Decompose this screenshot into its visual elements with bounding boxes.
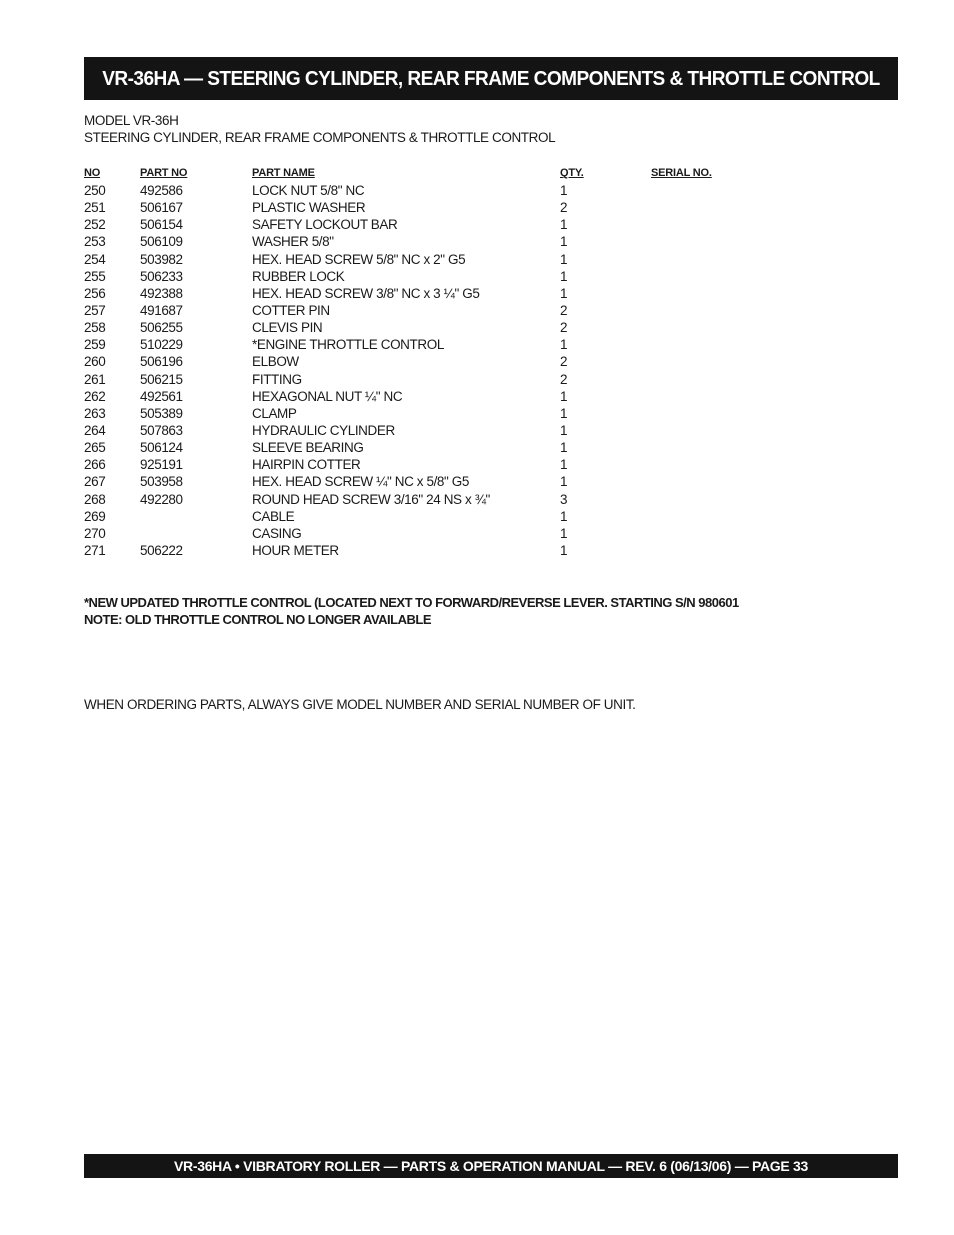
table-row bbox=[84, 389, 784, 406]
part-number: 492388 bbox=[140, 285, 183, 301]
part-number-index: 263 bbox=[84, 405, 106, 421]
part-quantity: 1 bbox=[560, 268, 568, 284]
throttle-update-note: *NEW UPDATED THROTTLE CONTROL (LOCATED NEXT TO FORWARD/REVERSE LEVER. STARTING S/N 980601 bbox=[84, 595, 739, 610]
table-row bbox=[84, 406, 784, 423]
part-number-index: 260 bbox=[84, 354, 106, 370]
column-header-qty: QTY. bbox=[560, 167, 584, 179]
part-number-index: 259 bbox=[84, 337, 106, 353]
table-row bbox=[84, 492, 784, 509]
section-subtitle: STEERING CYLINDER, REAR FRAME COMPONENTS & THROTTLE CONTROL bbox=[84, 130, 556, 145]
part-number-index: 268 bbox=[84, 491, 106, 507]
table-row bbox=[84, 183, 784, 200]
part-number: 506255 bbox=[140, 320, 183, 336]
table-row bbox=[84, 303, 784, 320]
part-number-index: 271 bbox=[84, 542, 106, 558]
part-quantity: 2 bbox=[560, 200, 568, 216]
page-footer bbox=[84, 1154, 898, 1178]
page-header bbox=[84, 57, 898, 100]
part-number-index: 251 bbox=[84, 200, 106, 216]
part-name: FITTING bbox=[252, 371, 302, 387]
part-quantity: 1 bbox=[560, 440, 568, 456]
parts-table bbox=[84, 183, 784, 560]
part-number: 506124 bbox=[140, 440, 183, 456]
part-number: 506167 bbox=[140, 200, 183, 216]
part-number-index: 257 bbox=[84, 302, 106, 318]
part-quantity: 1 bbox=[560, 251, 568, 267]
part-number-index: 262 bbox=[84, 388, 106, 404]
table-row bbox=[84, 354, 784, 371]
table-row bbox=[84, 526, 784, 543]
part-number-index: 255 bbox=[84, 268, 106, 284]
part-quantity: 1 bbox=[560, 542, 568, 558]
part-number-index: 256 bbox=[84, 285, 106, 301]
table-row bbox=[84, 217, 784, 234]
part-quantity: 3 bbox=[560, 491, 568, 507]
table-row bbox=[84, 200, 784, 217]
part-number: 506222 bbox=[140, 542, 183, 558]
part-name: SAFETY LOCKOUT BAR bbox=[252, 217, 398, 233]
part-name: ELBOW bbox=[252, 354, 299, 370]
part-name: SLEEVE BEARING bbox=[252, 440, 364, 456]
table-row bbox=[84, 320, 784, 337]
table-row bbox=[84, 440, 784, 457]
part-number-index: 261 bbox=[84, 371, 106, 387]
part-name: COTTER PIN bbox=[252, 302, 330, 318]
part-quantity: 1 bbox=[560, 183, 568, 198]
part-quantity: 1 bbox=[560, 525, 568, 541]
part-name: HYDRAULIC CYLINDER bbox=[252, 422, 395, 438]
table-row bbox=[84, 269, 784, 286]
part-quantity: 2 bbox=[560, 354, 568, 370]
part-number: 505389 bbox=[140, 405, 183, 421]
part-number: 503982 bbox=[140, 251, 183, 267]
table-row bbox=[84, 252, 784, 269]
table-row bbox=[84, 474, 784, 491]
table-row bbox=[84, 423, 784, 440]
table-row bbox=[84, 372, 784, 389]
part-quantity: 1 bbox=[560, 508, 568, 524]
part-number: 506154 bbox=[140, 217, 183, 233]
throttle-availability-note: NOTE: OLD THROTTLE CONTROL NO LONGER AVAILABLE bbox=[84, 612, 431, 627]
part-name: WASHER 5/8" bbox=[252, 234, 334, 250]
table-row bbox=[84, 457, 784, 474]
part-quantity: 1 bbox=[560, 422, 568, 438]
part-number: 510229 bbox=[140, 337, 183, 353]
part-name: HAIRPIN COTTER bbox=[252, 457, 361, 473]
part-quantity: 1 bbox=[560, 405, 568, 421]
part-quantity: 2 bbox=[560, 371, 568, 387]
part-name: HEXAGONAL NUT ¼" NC bbox=[252, 388, 403, 404]
part-number: 506233 bbox=[140, 268, 183, 284]
part-name: PLASTIC WASHER bbox=[252, 200, 366, 216]
part-number: 492586 bbox=[140, 183, 183, 198]
column-header-part-name: PART NAME bbox=[252, 167, 315, 179]
part-number-index: 250 bbox=[84, 183, 106, 198]
part-number: 506109 bbox=[140, 234, 183, 250]
part-quantity: 1 bbox=[560, 457, 568, 473]
table-row bbox=[84, 509, 784, 526]
part-quantity: 1 bbox=[560, 474, 568, 490]
table-row bbox=[84, 337, 784, 354]
part-name: ROUND HEAD SCREW 3/16" 24 NS x ¾" bbox=[252, 491, 490, 507]
part-name: CASING bbox=[252, 525, 302, 541]
part-quantity: 1 bbox=[560, 285, 568, 301]
part-number-index: 267 bbox=[84, 474, 106, 490]
part-number-index: 270 bbox=[84, 525, 106, 541]
part-number-index: 253 bbox=[84, 234, 106, 250]
part-name: RUBBER LOCK bbox=[252, 268, 345, 284]
page-title: VR-36HA — STEERING CYLINDER, REAR FRAME COMPONENTS & THROTTLE CONTROL bbox=[102, 66, 880, 90]
part-number-index: 258 bbox=[84, 320, 106, 336]
table-row bbox=[84, 543, 784, 560]
part-number: 925191 bbox=[140, 457, 183, 473]
part-number-index: 269 bbox=[84, 508, 106, 524]
part-number: 492280 bbox=[140, 491, 183, 507]
part-number-index: 265 bbox=[84, 440, 106, 456]
table-row bbox=[84, 286, 784, 303]
part-number-index: 252 bbox=[84, 217, 106, 233]
part-quantity: 1 bbox=[560, 217, 568, 233]
part-number: 506196 bbox=[140, 354, 183, 370]
part-name: HEX. HEAD SCREW 3/8" NC x 3 ¼" G5 bbox=[252, 285, 480, 301]
part-number-index: 266 bbox=[84, 457, 106, 473]
part-quantity: 1 bbox=[560, 388, 568, 404]
footer-text: VR-36HA • VIBRATORY ROLLER — PARTS & OPERATION MANUAL — REV. 6 (06/13/06) — PAGE 33 bbox=[174, 1158, 808, 1174]
part-name: CLEVIS PIN bbox=[252, 320, 323, 336]
part-name: CLAMP bbox=[252, 405, 297, 421]
part-number-index: 254 bbox=[84, 251, 106, 267]
part-number-index: 264 bbox=[84, 422, 106, 438]
part-name: HEX. HEAD SCREW 5/8" NC x 2" G5 bbox=[252, 251, 466, 267]
part-quantity: 2 bbox=[560, 302, 568, 318]
table-row bbox=[84, 234, 784, 251]
part-number: 506215 bbox=[140, 371, 183, 387]
part-name: LOCK NUT 5/8" NC bbox=[252, 183, 365, 198]
part-number: 491687 bbox=[140, 302, 183, 318]
part-number: 507863 bbox=[140, 422, 183, 438]
part-quantity: 2 bbox=[560, 320, 568, 336]
column-header-no: NO bbox=[84, 167, 101, 179]
part-quantity: 1 bbox=[560, 234, 568, 250]
part-number: 503958 bbox=[140, 474, 183, 490]
part-name: CABLE bbox=[252, 508, 295, 524]
ordering-instructions: WHEN ORDERING PARTS, ALWAYS GIVE MODEL NUMBER AND SERIAL NUMBER OF UNIT. bbox=[84, 697, 636, 712]
column-header-part-no: PART NO bbox=[140, 167, 188, 179]
model-label: MODEL VR-36H bbox=[84, 113, 179, 128]
column-header-serial-no: SERIAL NO. bbox=[651, 167, 712, 179]
part-name: HOUR METER bbox=[252, 542, 339, 558]
part-name: *ENGINE THROTTLE CONTROL bbox=[252, 337, 444, 353]
part-name: HEX. HEAD SCREW ¼" NC x 5/8" G5 bbox=[252, 474, 469, 490]
part-quantity: 1 bbox=[560, 337, 568, 353]
part-number: 492561 bbox=[140, 388, 183, 404]
